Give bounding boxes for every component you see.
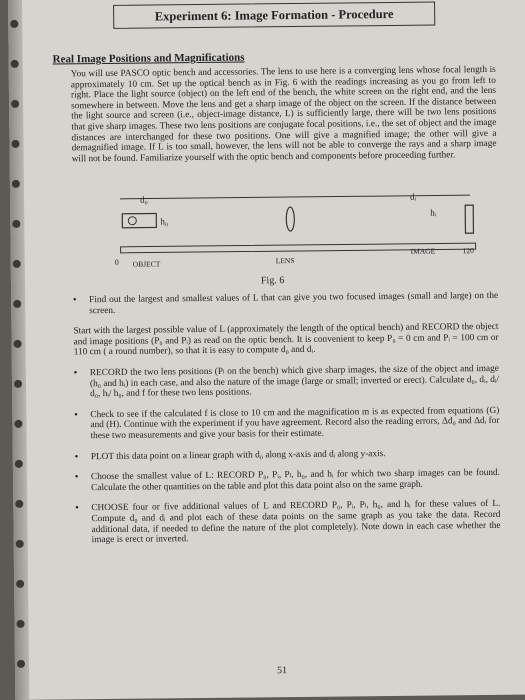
list-item (74, 406, 499, 442)
binding-ring (13, 260, 21, 268)
bulb-icon (128, 217, 136, 225)
bullet-icon: • (74, 472, 79, 483)
list-item (73, 291, 498, 317)
binding-ring (14, 420, 22, 428)
list-item (74, 364, 499, 400)
figure-label-120: 120 (462, 246, 474, 256)
binding-ring (12, 180, 20, 188)
bullet-icon: • (73, 295, 77, 306)
document-page (8, 0, 525, 700)
figure-label-do: d₀ (140, 194, 148, 205)
optical-bench-figure (110, 185, 491, 277)
figure-caption: Fig. 6 (260, 275, 285, 287)
list-item-text: Check to see if the calculated f is close to 10 cm and the magnification m is as expected from equations (G) and (H). Continue with the experiment if you have agreement. Record also the reading errors, Δd₀ and Δdᵢ for these two measurements and give your basis for their estimate. (90, 405, 500, 442)
binding-ring (11, 60, 19, 68)
list-item-text: PLOT this data point on a linear graph with d₀ along x-axis and dᵢ along y-axis. (90, 448, 386, 462)
binding-ring (13, 300, 21, 308)
list-item-text: Find out the largest and smallest values of L that can give you two focused images (small and large) on the screen. (89, 290, 499, 316)
page-number: 51 (276, 665, 288, 677)
binding-ring (11, 100, 19, 108)
bullet-icon: • (74, 451, 79, 462)
figure-label-hi: hᵢ (430, 207, 437, 218)
screen-icon (465, 205, 473, 233)
figure-label-image: IMAGE (410, 246, 436, 256)
binding-ring (14, 380, 22, 388)
list-item (75, 468, 500, 494)
binding-ring (14, 340, 22, 348)
list-item (75, 447, 500, 462)
binding-ring (17, 660, 25, 668)
list-item (75, 499, 500, 546)
bullet-icon: • (73, 368, 78, 379)
figure-label-ho: h₀ (160, 216, 169, 227)
middle-paragraph: Start with the largest possible value of L (approximately the length of the optical bench) and RECORD the object and image positions (P₀ and Pᵢ) as read on the optic bench. It is convenient to keep P₀ = 0 cm and Pᵢ = 100 cm or 110 cm ( a round number), so that it is easy to compute d₀ and dᵢ. (73, 322, 499, 358)
binding-ring (11, 140, 19, 148)
binding-ring (16, 540, 24, 548)
spiral-binding (8, 0, 29, 700)
figure-label-object: OBJECT (132, 259, 161, 269)
page-title: Experiment 6: Image Formation - Procedure (113, 2, 435, 29)
binding-ring (16, 620, 24, 628)
do-arrow (120, 196, 350, 198)
intro-paragraph: You will use PASCO optic bench and accessories. The lens to use here is a converging lens whose focal length is approximately 10 cm. Set up the optical bench as in Fig. 6 with the readings increasing as you go from left to right. Place the light source (object) on the left end of the bench, the white screen on the right end, and the lens somewhere in between. Move the lens and get a sharp image of the object on the screen. If the distance between the light source and screen (i.e., object-image distance, L) is sufficiently large, there will be two lens positions that give sharp images. These two lens positions are conjugate focal positions, i.e., the set of object and the image distances are interchanged for these two positions. One will give a magnified image; the other will give a demagnified image. If L is too small, however, the lens will not be able to converge the rays and a sharp image will not be found. Familiarize yourself with the optic bench and components before proceeding further. (70, 64, 497, 165)
binding-ring (10, 20, 18, 28)
figure-label-zero: 0 (114, 257, 119, 267)
figure-label-di: dᵢ (410, 191, 417, 202)
binding-ring (16, 580, 24, 588)
binding-ring (12, 220, 20, 228)
figure-label-lens: LENS (275, 256, 295, 266)
procedure-list (73, 291, 501, 556)
list-item-text: Choose the smallest value of L: RECORD P₀, Pᵢ, Pₗ, h₀, and hᵢ for which two sharp images can be found. Calculate the other quantities on the table and plot this data point also on the same graph. (90, 467, 501, 493)
binding-ring (15, 460, 23, 468)
bullet-icon: • (74, 410, 78, 421)
binding-ring (15, 500, 23, 508)
lens-icon (286, 207, 294, 231)
list-item-text: CHOOSE four or five additional values of L and RECORD P₀, Pᵢ, Pₗ, h₀, and hᵢ for these values of L. Compute d₀ and dᵢ and plot each of these data points on the same graph as you take the data. Record additional data, if needed to define the nature of the plot completely). Note down in each case whether the image is erect or inverted. (91, 499, 501, 546)
section-heading: Real Image Positions and Magnifications (52, 51, 245, 66)
bullet-icon: • (75, 503, 79, 514)
light-source-icon (122, 213, 156, 227)
list-item-text: RECORD the two lens positions (Pₗ on the bench) which give sharp images, the size of the object and image (h₀ and hᵢ) in each case, and also the nature of the image (large or small; inverted or erect). Calculate d₀, dᵢ, dᵢ/ d₀, hᵢ/ h₀, and f for these two lens positions. (89, 363, 500, 400)
